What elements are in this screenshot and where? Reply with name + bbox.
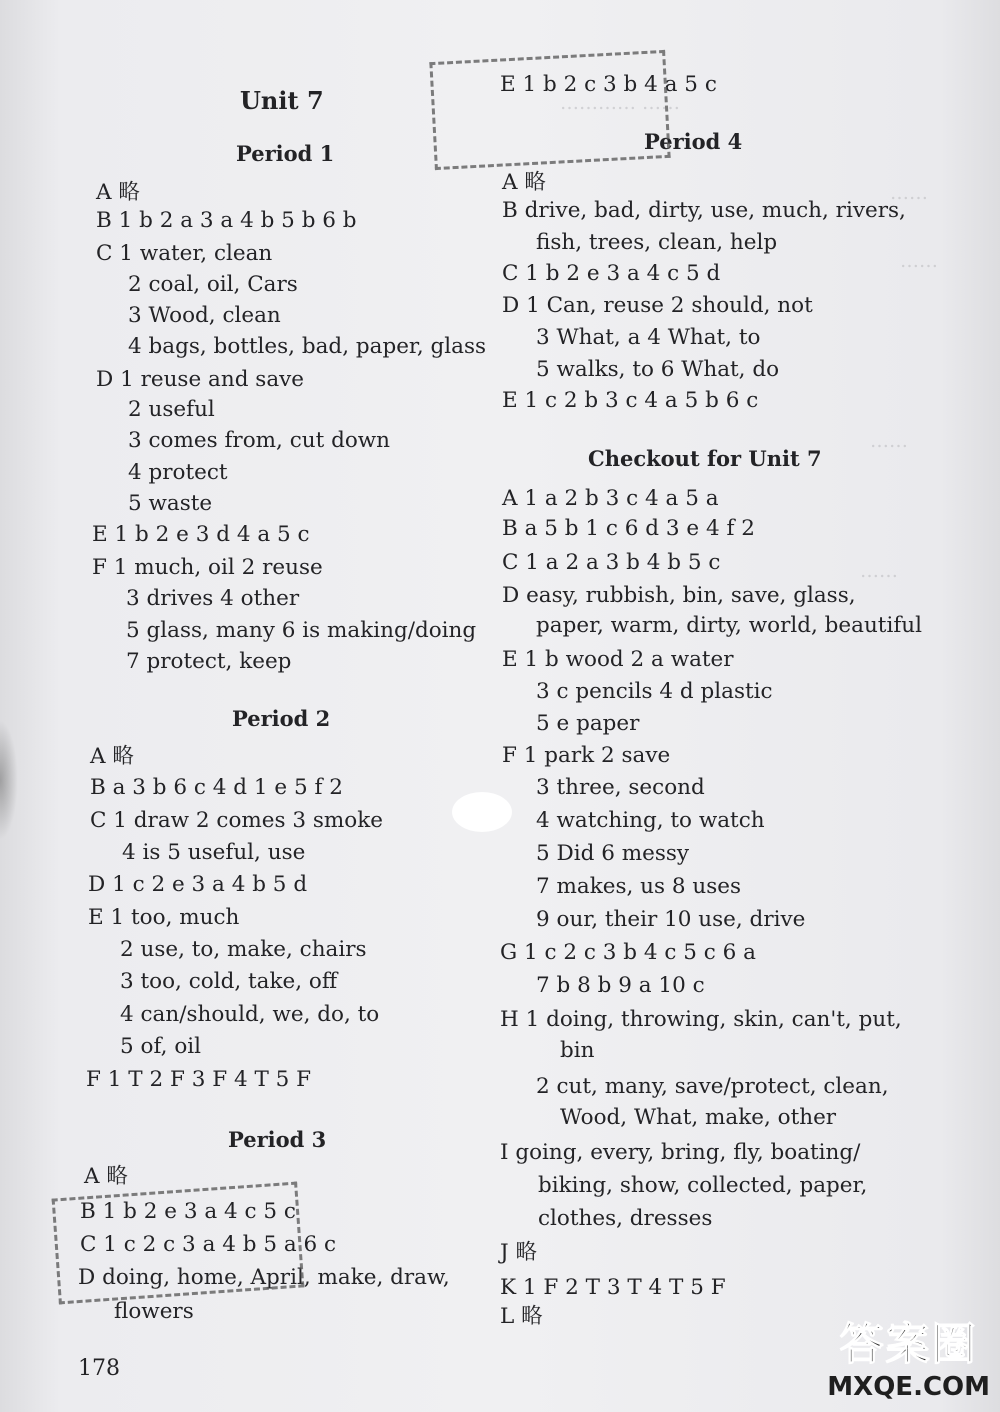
checkout-heading: Checkout for Unit 7 bbox=[588, 446, 822, 471]
answer-line: B 1 b 2 e 3 a 4 c 5 c bbox=[80, 1199, 296, 1224]
answer-line: B drive, bad, dirty, use, much, rivers, bbox=[502, 198, 906, 223]
stamp-top bbox=[429, 50, 670, 170]
answer-line: 3 c pencils 4 d plastic bbox=[536, 679, 773, 704]
answer-line: C 1 a 2 a 3 b 4 b 5 c bbox=[502, 550, 721, 575]
answer-line: F 1 much, oil 2 reuse bbox=[92, 555, 323, 580]
stamp-bottom bbox=[52, 1182, 305, 1305]
answer-line: 4 is 5 useful, use bbox=[122, 840, 306, 865]
period-3-heading: Period 3 bbox=[228, 1127, 327, 1152]
answer-line: clothes, dresses bbox=[538, 1206, 713, 1231]
answer-line: fish, trees, clean, help bbox=[536, 230, 778, 255]
answer-line: D doing, home, April, make, draw, bbox=[78, 1265, 450, 1290]
answer-line: D easy, rubbish, bin, save, glass, bbox=[502, 583, 856, 608]
period-2-heading: Period 2 bbox=[232, 706, 331, 731]
answer-line: A 略 bbox=[96, 180, 140, 205]
answer-line: 3 three, second bbox=[536, 775, 705, 800]
answer-line: F 1 park 2 save bbox=[502, 743, 671, 768]
watermark-logo bbox=[827, 1308, 990, 1402]
answer-line: Wood, What, make, other bbox=[560, 1105, 837, 1130]
unit-title: Unit 7 bbox=[240, 86, 324, 115]
watermark-cn: 答案圈 bbox=[839, 1319, 978, 1370]
page-edge-shadow bbox=[0, 720, 18, 840]
answer-line: E 1 b 2 c 3 b 4 a 5 c bbox=[500, 72, 717, 97]
answer-line: H 1 doing, throwing, skin, can't, put, bbox=[500, 1007, 902, 1032]
answer-line: D 1 reuse and save bbox=[96, 367, 305, 392]
answer-line: L 略 bbox=[500, 1304, 543, 1329]
answer-line: 5 Did 6 messy bbox=[536, 841, 690, 866]
answer-line: 2 use, to, make, chairs bbox=[120, 937, 367, 962]
answer-line: E 1 b wood 2 a water bbox=[502, 647, 734, 672]
white-blot bbox=[452, 792, 512, 832]
answer-line: J 略 bbox=[500, 1240, 537, 1265]
answer-line: 7 b 8 b 9 a 10 c bbox=[536, 973, 705, 998]
answer-page: ………… …… …… …… …… …… Unit 7 Period 1 A 略 B 1 b 2 a 3 a 4 b 5 b 6 b C 1 water, clean 2 coal, oil, Cars 3 Wood, clean 4 bags, bottles, bad, paper, glass D 1 reuse and save 2 useful 3 comes from, cut down 4 protect 5 waste E 1 b 2 e 3 d 4 a 5 c F 1 much, oil 2 reuse 3 drives 4 other 5 glass, many 6 is making/doing 7 protect, keep Period 2 A 略 B a 3 b 6 c 4 d 1 e 5 f 2 C 1 draw 2 comes 3 smoke 4 is 5 useful, use D 1 c 2 e 3 a 4 b 5 d E 1 too, much 2 use, to, make, chairs 3 too, cold, take, off 4 can/should, we, do, to 5 of, oil F 1 T 2 F 3 F 4 T 5 F Period 3 A 略 B 1 b 2 e 3 a 4 c 5 c C 1 c 2 c 3 a 4 b 5 a 6 c D doing, home, April, make, draw, flowers 178 E 1 b 2 c 3 b 4 a 5 c Period 4 A 略 B drive, bad, dirty, use, much, rivers, fish, trees, clean, help C 1 b 2 e 3 a 4 c 5 d D 1 Can, reuse 2 should, not 3 What, a 4 What, to 5 walks, to 6 What, do E 1 c 2 b 3 c 4 a 5 b 6 c Checkout for Unit 7 A 1 a 2 b 3 c 4 a 5 a B a 5 b 1 c 6 d 3 e 4 f 2 C 1 a 2 a 3 b 4 b 5 c D easy, rubbish, bin, save, glass, paper, warm, dirty, world, beautiful E 1 b wood 2 a water 3 c pencils 4 d plastic 5 e paper F 1 park 2 save 3 three, second 4 watching, to watch 5 Did 6 messy 7 makes, us 8 uses 9 our, their 10 use, drive G 1 c 2 c 3 b 4 c 5 c 6 a 7 b 8 b 9 a 10 c H 1 doing, throwing, skin, can't, put, bin 2 cut, many, save/protect, clean, Wood, What, make, other I going, every, bring, fly, boating/ biking, show, collected, paper, clothes, dresses J 略 K 1 F 2 T 3 T 4 T 5 F L 略 答案圈 MXQE.COM bbox=[0, 0, 1000, 1412]
answer-line: paper, warm, dirty, world, beautiful bbox=[536, 613, 923, 638]
answer-line: 5 walks, to 6 What, do bbox=[536, 357, 780, 382]
answer-line: 4 protect bbox=[128, 460, 228, 485]
page-number: 178 bbox=[78, 1356, 120, 1381]
answer-line: 4 bags, bottles, bad, paper, glass bbox=[128, 334, 487, 359]
answer-line: G 1 c 2 c 3 b 4 c 5 c 6 a bbox=[500, 940, 757, 965]
answer-line: A 1 a 2 b 3 c 4 a 5 a bbox=[502, 486, 719, 511]
answer-line: 3 too, cold, take, off bbox=[120, 969, 338, 994]
answer-line: 3 What, a 4 What, to bbox=[536, 325, 761, 350]
answer-line: flowers bbox=[114, 1299, 194, 1324]
answer-line: 5 glass, many 6 is making/doing bbox=[126, 618, 477, 643]
answer-line: F 1 T 2 F 3 F 4 T 5 F bbox=[86, 1067, 312, 1092]
answer-line: D 1 Can, reuse 2 should, not bbox=[502, 293, 813, 318]
answer-line: 4 watching, to watch bbox=[536, 808, 765, 833]
answer-line: K 1 F 2 T 3 T 4 T 5 F bbox=[500, 1275, 726, 1300]
answer-line: B a 3 b 6 c 4 d 1 e 5 f 2 bbox=[90, 775, 343, 800]
answer-line: 5 of, oil bbox=[120, 1034, 202, 1059]
answer-line: 3 Wood, clean bbox=[128, 303, 281, 328]
answer-line: C 1 draw 2 comes 3 smoke bbox=[90, 808, 384, 833]
answer-line: 3 drives 4 other bbox=[126, 586, 300, 611]
answer-line: 9 our, their 10 use, drive bbox=[536, 907, 806, 932]
answer-line: 5 waste bbox=[128, 491, 213, 516]
answer-line: 2 cut, many, save/protect, clean, bbox=[536, 1074, 889, 1099]
answer-line: 2 coal, oil, Cars bbox=[128, 272, 298, 297]
answer-line: 4 can/should, we, do, to bbox=[120, 1002, 380, 1027]
period-1-heading: Period 1 bbox=[236, 141, 335, 166]
answer-line: B a 5 b 1 c 6 d 3 e 4 f 2 bbox=[502, 516, 755, 541]
answer-line: E 1 b 2 e 3 d 4 a 5 c bbox=[92, 522, 310, 547]
answer-line: I going, every, bring, fly, boating/ bbox=[500, 1140, 861, 1165]
answer-line: E 1 c 2 b 3 c 4 a 5 b 6 c bbox=[502, 388, 759, 413]
answer-line: E 1 too, much bbox=[88, 905, 240, 930]
answer-line: biking, show, collected, paper, bbox=[538, 1173, 868, 1198]
answer-line: A 略 bbox=[90, 744, 134, 769]
period-4-heading: Period 4 bbox=[644, 129, 743, 154]
answer-line: 5 e paper bbox=[536, 711, 640, 736]
answer-line: C 1 c 2 c 3 a 4 b 5 a 6 c bbox=[80, 1232, 337, 1257]
answer-line: D 1 c 2 e 3 a 4 b 5 d bbox=[88, 872, 308, 897]
answer-line: 7 makes, us 8 uses bbox=[536, 874, 742, 899]
answer-line: A 略 bbox=[84, 1164, 128, 1189]
answer-line: 7 protect, keep bbox=[126, 649, 292, 674]
answer-line: B 1 b 2 a 3 a 4 b 5 b 6 b bbox=[96, 208, 357, 233]
answer-line: 3 comes from, cut down bbox=[128, 428, 391, 453]
answer-line: A 略 bbox=[502, 170, 546, 195]
answer-line: C 1 b 2 e 3 a 4 c 5 d bbox=[502, 261, 721, 286]
answer-line: C 1 water, clean bbox=[96, 241, 273, 266]
answer-line: bin bbox=[560, 1038, 595, 1063]
watermark-en: MXQE.COM bbox=[827, 1372, 990, 1402]
answer-line: 2 useful bbox=[128, 397, 215, 422]
